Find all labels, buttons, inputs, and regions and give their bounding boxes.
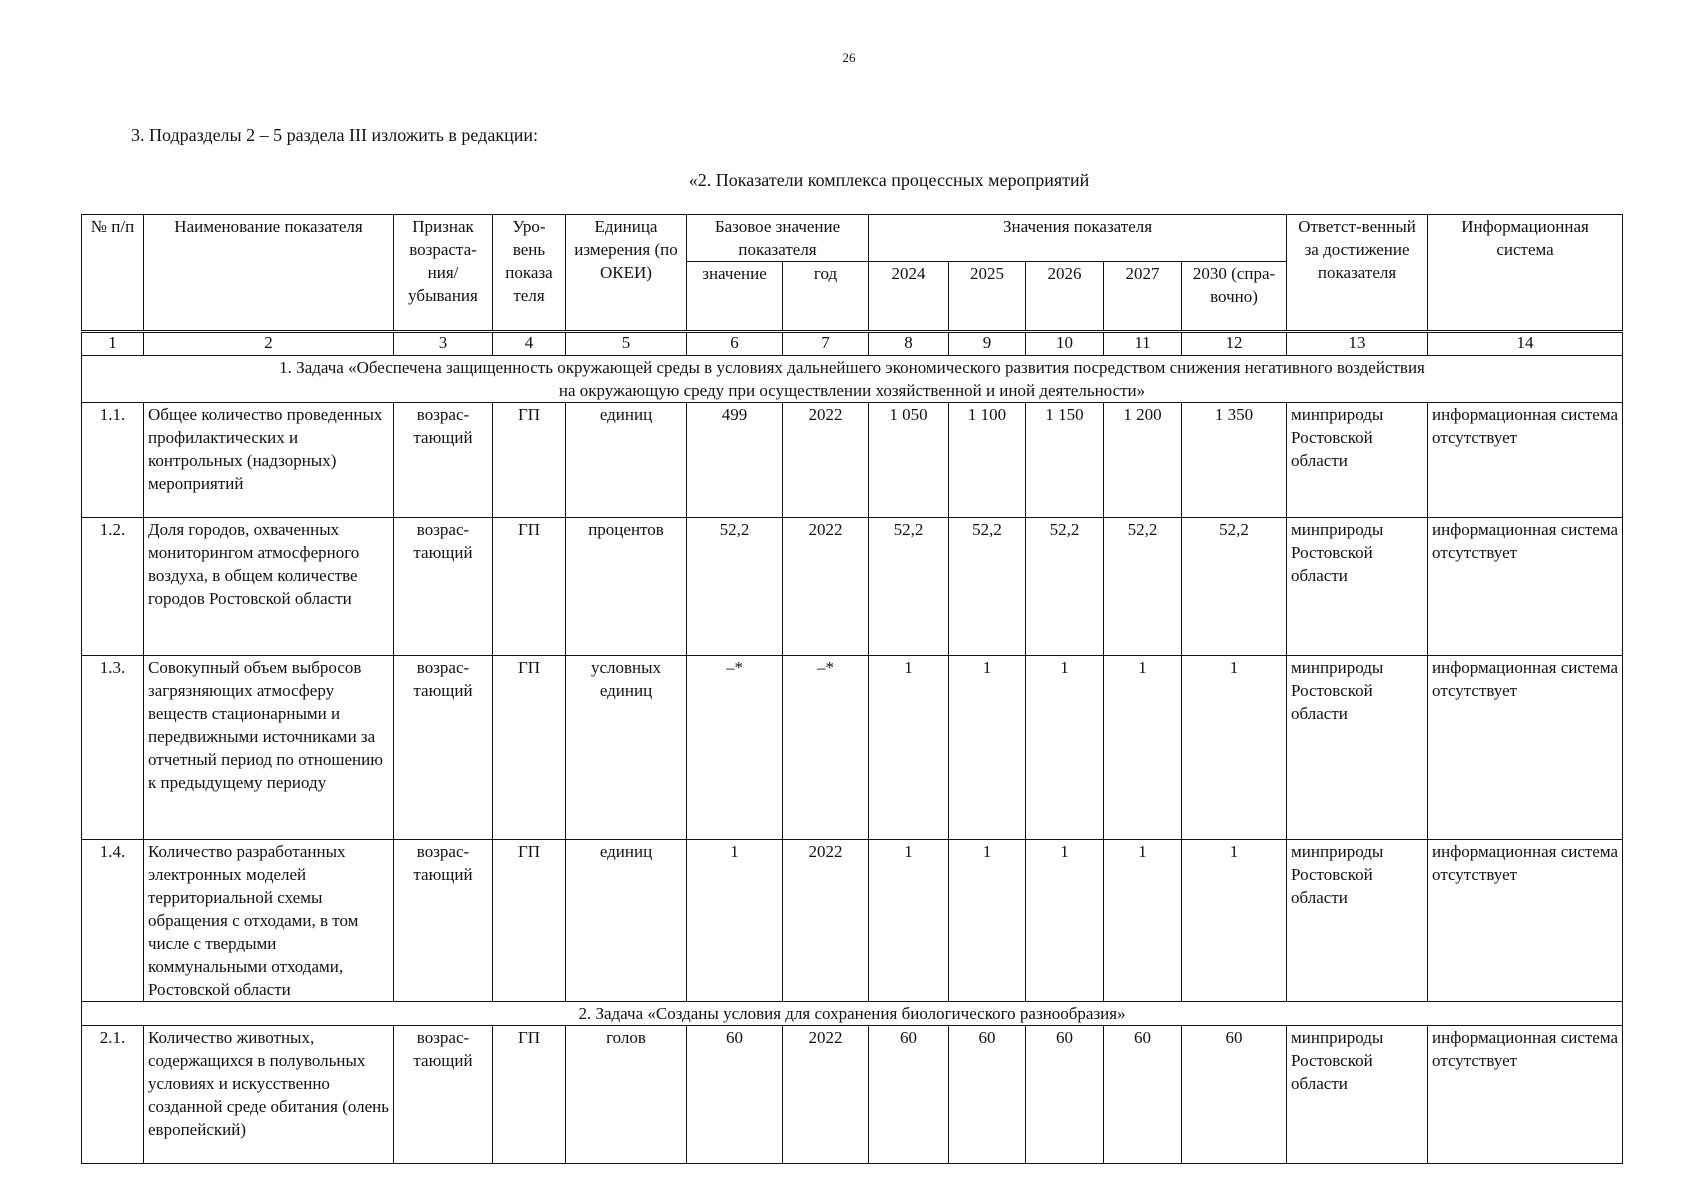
row-2026: 1 <box>1026 656 1104 840</box>
column-number: 2 <box>144 332 394 356</box>
section-title: «2. Показатели комплекса процессных мероприятий <box>688 170 1090 190</box>
table-row <box>82 656 1623 840</box>
row-name: Совокупный объем выбросов загрязняющих атмосферу веществ стационарными и передвижными источниками за отчетный период по отношению к предыдущему периоду <box>144 656 394 840</box>
row-sign: возрас-тающий <box>394 518 493 656</box>
row-2026: 1 150 <box>1026 403 1104 518</box>
row-responsible: минприроды Ростовской области <box>1287 518 1428 656</box>
row-level: ГП <box>493 518 566 656</box>
row-base-value: 1 <box>687 840 783 1002</box>
task-row <box>82 356 1623 403</box>
row-2026: 1 <box>1026 840 1104 1002</box>
row-num: 2.1. <box>82 1026 144 1164</box>
row-unit: голов <box>566 1026 687 1164</box>
row-unit: процентов <box>566 518 687 656</box>
header-info-system: Информационная система <box>1428 215 1623 332</box>
column-number: 1 <box>82 332 144 356</box>
row-base-value: 499 <box>687 403 783 518</box>
row-num: 1.2. <box>82 518 144 656</box>
row-base-year: –* <box>783 656 869 840</box>
row-level: ГП <box>493 403 566 518</box>
row-info-system: информационная система отсутствует <box>1428 403 1623 518</box>
table-row <box>82 518 1623 656</box>
column-number-row <box>82 332 1623 356</box>
table-row <box>82 840 1623 1002</box>
row-2025: 60 <box>949 1026 1026 1164</box>
page-number: 26 <box>842 50 856 65</box>
row-2024: 60 <box>869 1026 949 1164</box>
task-2-heading: 2. Задача «Созданы условия для сохранения биологического разнообразия» <box>82 1002 1623 1026</box>
row-2025: 1 <box>949 840 1026 1002</box>
row-responsible: минприроды Ростовской области <box>1287 656 1428 840</box>
header-2025: 2025 <box>949 262 1026 332</box>
row-2027: 60 <box>1104 1026 1182 1164</box>
row-2024: 1 050 <box>869 403 949 518</box>
row-num: 1.4. <box>82 840 144 1002</box>
row-2024: 1 <box>869 840 949 1002</box>
column-number: 3 <box>394 332 493 356</box>
header-base-year: год <box>783 262 869 332</box>
header-sign: Признак возраста-ния/ убывания <box>394 215 493 332</box>
row-name: Общее количество проведенных профилактических и контрольных (надзорных) мероприятий <box>144 403 394 518</box>
row-base-value: 52,2 <box>687 518 783 656</box>
column-number: 7 <box>783 332 869 356</box>
row-base-year: 2022 <box>783 1026 869 1164</box>
row-2025: 1 <box>949 656 1026 840</box>
row-base-value: 60 <box>687 1026 783 1164</box>
row-2025: 1 100 <box>949 403 1026 518</box>
row-2024: 52,2 <box>869 518 949 656</box>
row-responsible: минприроды Ростовской области <box>1287 840 1428 1002</box>
row-unit: единиц <box>566 403 687 518</box>
row-base-year: 2022 <box>783 403 869 518</box>
column-number: 12 <box>1182 332 1287 356</box>
row-responsible: минприроды Ростовской области <box>1287 403 1428 518</box>
task-row <box>82 1002 1623 1026</box>
row-sign: возрас-тающий <box>394 1026 493 1164</box>
row-info-system: информационная система отсутствует <box>1428 840 1623 1002</box>
row-info-system: информационная система отсутствует <box>1428 656 1623 840</box>
row-unit: единиц <box>566 840 687 1002</box>
header-2026: 2026 <box>1026 262 1104 332</box>
header-values: Значения показателя <box>869 215 1287 262</box>
row-sign: возрас-тающий <box>394 840 493 1002</box>
row-2027: 1 200 <box>1104 403 1182 518</box>
row-base-year: 2022 <box>783 518 869 656</box>
row-base-year: 2022 <box>783 840 869 1002</box>
column-number: 6 <box>687 332 783 356</box>
column-number: 8 <box>869 332 949 356</box>
column-number: 4 <box>493 332 566 356</box>
row-2030: 52,2 <box>1182 518 1287 656</box>
header-name: Наименование показателя <box>144 215 394 332</box>
row-name: Количество животных, содержащихся в полувольных условиях и искусственно созданной среде обитания (олень европейский) <box>144 1026 394 1164</box>
row-base-value: –* <box>687 656 783 840</box>
row-2030: 1 <box>1182 840 1287 1002</box>
row-sign: возрас-тающий <box>394 656 493 840</box>
header-2024: 2024 <box>869 262 949 332</box>
row-level: ГП <box>493 1026 566 1164</box>
column-number: 11 <box>1104 332 1182 356</box>
row-name: Доля городов, охваченных мониторингом атмосферного воздуха, в общем количестве городов Ростовской области <box>144 518 394 656</box>
row-2026: 52,2 <box>1026 518 1104 656</box>
intro-paragraph: 3. Подразделы 2 – 5 раздела III изложить в редакции: <box>131 125 538 145</box>
row-name: Количество разработанных электронных моделей территориальной схемы обращения с отходами, в том числе с твердыми коммунальными отходами, Ростовской области <box>144 840 394 1002</box>
header-level: Уро-вень показа теля <box>493 215 566 332</box>
header-2027: 2027 <box>1104 262 1182 332</box>
row-level: ГП <box>493 656 566 840</box>
indicators-table <box>81 214 1623 1164</box>
header-num: № п/п <box>82 215 144 332</box>
row-2030: 1 350 <box>1182 403 1287 518</box>
row-2024: 1 <box>869 656 949 840</box>
row-2030: 1 <box>1182 656 1287 840</box>
column-number: 9 <box>949 332 1026 356</box>
column-number: 10 <box>1026 332 1104 356</box>
row-2027: 1 <box>1104 840 1182 1002</box>
header-responsible: Ответст-венный за достижение показателя <box>1287 215 1428 332</box>
task-1-heading: 1. Задача «Обеспечена защищенность окружающей среды в условиях дальнейшего экономического развития посредством снижения негативного воздействия на окружающую среду при осуществлении хозяйственной и иной деятельности» <box>82 356 1623 403</box>
header-base-value: значение <box>687 262 783 332</box>
header-base: Базовое значение показателя <box>687 215 869 262</box>
row-info-system: информационная система отсутствует <box>1428 518 1623 656</box>
column-number: 14 <box>1428 332 1623 356</box>
row-2030: 60 <box>1182 1026 1287 1164</box>
row-2027: 1 <box>1104 656 1182 840</box>
header-2030: 2030 (спра-вочно) <box>1182 262 1287 332</box>
table-row <box>82 1026 1623 1164</box>
header-row-top <box>82 215 1623 262</box>
header-unit: Единица измерения (по ОКЕИ) <box>566 215 687 332</box>
row-2025: 52,2 <box>949 518 1026 656</box>
table-row <box>82 403 1623 518</box>
column-number: 5 <box>566 332 687 356</box>
row-num: 1.1. <box>82 403 144 518</box>
row-2027: 52,2 <box>1104 518 1182 656</box>
column-number: 13 <box>1287 332 1428 356</box>
row-level: ГП <box>493 840 566 1002</box>
row-num: 1.3. <box>82 656 144 840</box>
row-responsible: минприроды Ростовской области <box>1287 1026 1428 1164</box>
row-sign: возрас-тающий <box>394 403 493 518</box>
row-info-system: информационная система отсутствует <box>1428 1026 1623 1164</box>
row-2026: 60 <box>1026 1026 1104 1164</box>
row-unit: условных единиц <box>566 656 687 840</box>
